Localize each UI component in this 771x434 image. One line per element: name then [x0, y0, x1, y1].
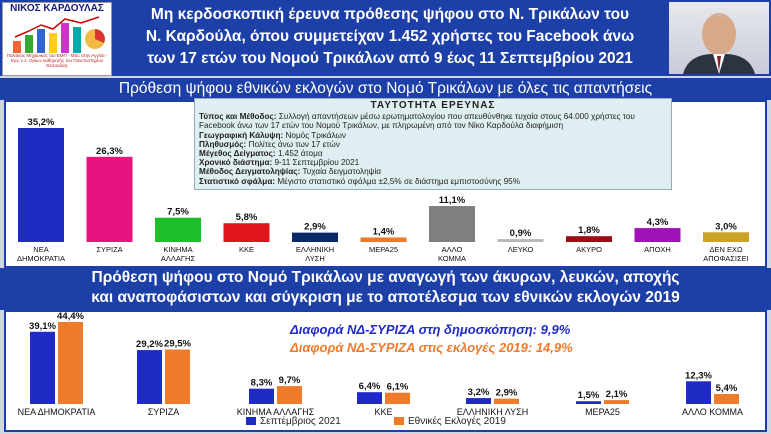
survey-info-row: [199, 177, 667, 186]
category-label: ΛΕΥΚΟ: [507, 245, 534, 254]
title-line-1: Μη κερδοσκοπική έρευνα πρόθεσης ψήφου στο Ν. Τρικάλων του: [150, 6, 630, 23]
category-label: ΕΛΛΗΝΙΚΗ: [295, 245, 335, 254]
survey-info-key: Μέγεθος Δείγματος:: [199, 149, 278, 159]
survey-info-value: Πολίτες άνω των 17 ετών: [248, 139, 340, 149]
data-label: 1,8%: [578, 225, 600, 237]
category-label: ΑΛΛΟ: [441, 245, 463, 254]
category-label: ΔΗΜΟΚΡΑΤΙΑ: [16, 254, 66, 263]
data-label: 6,1%: [386, 381, 409, 393]
category-label: ΝΕΑ ΔΗΜΟΚΡΑΤΙΑ: [17, 407, 96, 417]
title-line-3: των 17 ετών του Νομού Τρικάλων από 9 έως 11 Σεπτεμβρίου 2021: [147, 50, 633, 67]
survey-info-row: [199, 149, 667, 158]
data-label: 1,4%: [372, 226, 395, 238]
logo-name: ΝΙΚΟΣ ΚΑΡΔΟΥΛΑΣ: [10, 3, 104, 14]
category-label: ΚΟΜΜΑ: [437, 254, 467, 263]
survey-info-key: Στατιστικό σφάλμα:: [199, 176, 278, 186]
survey-info-title: ΤΑΥΤΟΤΗΤΑ ΕΡΕΥΝΑΣ: [370, 100, 496, 111]
section2-title-line-1: Πρόθεση ψήφου στο Νομό Τρικάλων με αναγωγή των άκυρων, λευκών, αποχής: [91, 269, 680, 286]
title-line-2: Ν. Καρδούλα, όπου συμμετείχαν 1.452 χρήστες του Facebook άνω: [145, 28, 635, 45]
author-photo: [669, 2, 769, 74]
category-label: ΔΕΝ ΕΧΩ: [709, 245, 743, 254]
data-label: 29,5%: [164, 338, 191, 350]
legend-label-elec: Εθνικές Εκλογές 2019: [408, 416, 506, 427]
data-label: 2,9%: [304, 221, 326, 233]
data-label: 12,3%: [685, 370, 712, 382]
data-label: 8,3%: [250, 377, 273, 389]
logo-chart-icon: [3, 15, 111, 55]
survey-info-value: Μέγιστο στατιστικό σφάλμα ±2,5% σε διάστημα εμπιστοσύνης 95%: [277, 176, 520, 186]
category-label: ΑΠΟΧΗ: [644, 245, 671, 254]
header-bar: [0, 0, 771, 76]
section2-title: [0, 268, 771, 310]
legend-swatch-sep: [246, 417, 256, 425]
survey-info-key: Γεωγραφική Κάλυψη:: [199, 130, 286, 140]
survey-info-value: Νομός Τρικάλων: [285, 130, 346, 140]
data-label: 1,5%: [577, 390, 600, 402]
survey-info-key: Μέθοδος Δειγματοληψίας:: [199, 167, 303, 177]
survey-info-key: Χρονικό διάστημα:: [199, 158, 275, 168]
data-label: 11,1%: [438, 195, 466, 207]
category-label: ΑΠΟΦΑΣΙΣΕΙ: [703, 254, 749, 263]
survey-info-key: Πληθυσμός:: [199, 139, 249, 149]
data-label: 9,7%: [278, 375, 301, 387]
survey-info-row: [199, 140, 667, 149]
logo: [2, 2, 112, 76]
page-title: [114, 4, 666, 70]
category-label: ΚΚΕ: [238, 245, 255, 254]
survey-info-rows: [199, 112, 667, 186]
data-label: 6,4%: [358, 381, 381, 393]
diff-elections: Διαφορά ΝΔ-ΣΥΡΙΖΑ στις εκλογές 2019: 14,9%: [290, 340, 573, 355]
survey-info-row: [199, 112, 667, 130]
survey-info-value: Τυχαία δειγματοληψία: [302, 167, 382, 177]
data-label: 44,4%: [57, 311, 84, 322]
legend-label-sep: Σεπτέμβριος 2021: [260, 416, 341, 427]
category-label: ΝΕΑ: [33, 245, 49, 254]
data-label: 5,4%: [715, 383, 738, 395]
data-label: 2,9%: [495, 387, 518, 399]
category-label: ΣΥΡΙΖΑ: [96, 245, 123, 254]
category-label: ΚΙΝΗΜΑ ΑΛΛΑΓΗΣ: [236, 407, 315, 417]
data-label: 26,3%: [96, 145, 123, 157]
data-label: 4,3%: [646, 217, 669, 229]
data-label: 5,8%: [235, 212, 258, 224]
data-label: 29,2%: [136, 339, 163, 351]
category-label: ΕΛΛΗΝΙΚΗ ΛΥΣΗ: [456, 407, 529, 417]
category-label: ΚΙΝΗΜΑ: [163, 245, 193, 254]
logo-tagline: Πολιτικός Μηχανικός του ΕΜΠ - MSc στην Αγγλία - Εργ. ε.ε. Ορίων καθηγητής του Πανεπιστημίου Θεσσαλίας: [6, 53, 108, 68]
survey-info-row: [199, 167, 667, 176]
category-label: ΑΛΛΟ ΚΟΜΜΑ: [681, 407, 744, 417]
data-label: 2,1%: [605, 389, 628, 401]
category-label: ΑΚΥΡΟ: [576, 245, 602, 254]
survey-info-row: [199, 158, 667, 167]
survey-info-row: [199, 131, 667, 140]
data-label: 35,2%: [27, 117, 55, 128]
category-label: ΣΥΡΙΖΑ: [147, 407, 180, 417]
category-label: ΛΥΣΗ: [305, 254, 325, 263]
survey-info-value: 9-11 Σεπτεμβρίου 2021: [274, 158, 360, 168]
section2-title-line-2: και αναποφάσιστων και σύγκριση με το αποτέλεσμα των εθνικών εκλογών 2019: [91, 289, 680, 306]
data-label: 3,2%: [467, 387, 490, 399]
category-label: ΑΛΛΑΓΗΣ: [160, 254, 196, 263]
survey-info-key: Τύπος και Μέθοδος:: [199, 112, 279, 122]
data-label: 39,1%: [29, 320, 56, 332]
legend-item-sep: [246, 416, 341, 427]
legend-item-elec: [394, 416, 506, 427]
diff-poll: Διαφορά ΝΔ-ΣΥΡΙΖΑ στη δημοσκόπηση: 9,9%: [290, 322, 571, 337]
data-label: 3,0%: [715, 221, 737, 233]
legend-swatch-elec: [394, 417, 404, 425]
data-label: 7,5%: [167, 206, 189, 218]
survey-info-value: Συλλογή απαντήσεων μέσω ερωτηματολογίου που απευθύνθηκε τυχαία στους 64.000 χρήστες του Facebook άνω των 17 ετών του Νομού Τρικάλων, με πληρωμένη από τον Νίκο Καρδούλα διαφήμιση: [199, 112, 635, 131]
data-label: 0,9%: [509, 228, 532, 240]
category-label: ΜΕΡΑ25: [585, 407, 620, 417]
category-label: ΚΚΕ: [374, 407, 393, 417]
survey-info-value: 1.452 άτομα: [277, 149, 323, 159]
survey-info-box: [194, 98, 672, 190]
section1-title: Πρόθεση ψήφου εθνικών εκλογών στο Νομό Τρικάλων με όλες τις απαντήσεις: [0, 78, 771, 100]
category-label: ΜΕΡΑ25: [368, 245, 399, 254]
